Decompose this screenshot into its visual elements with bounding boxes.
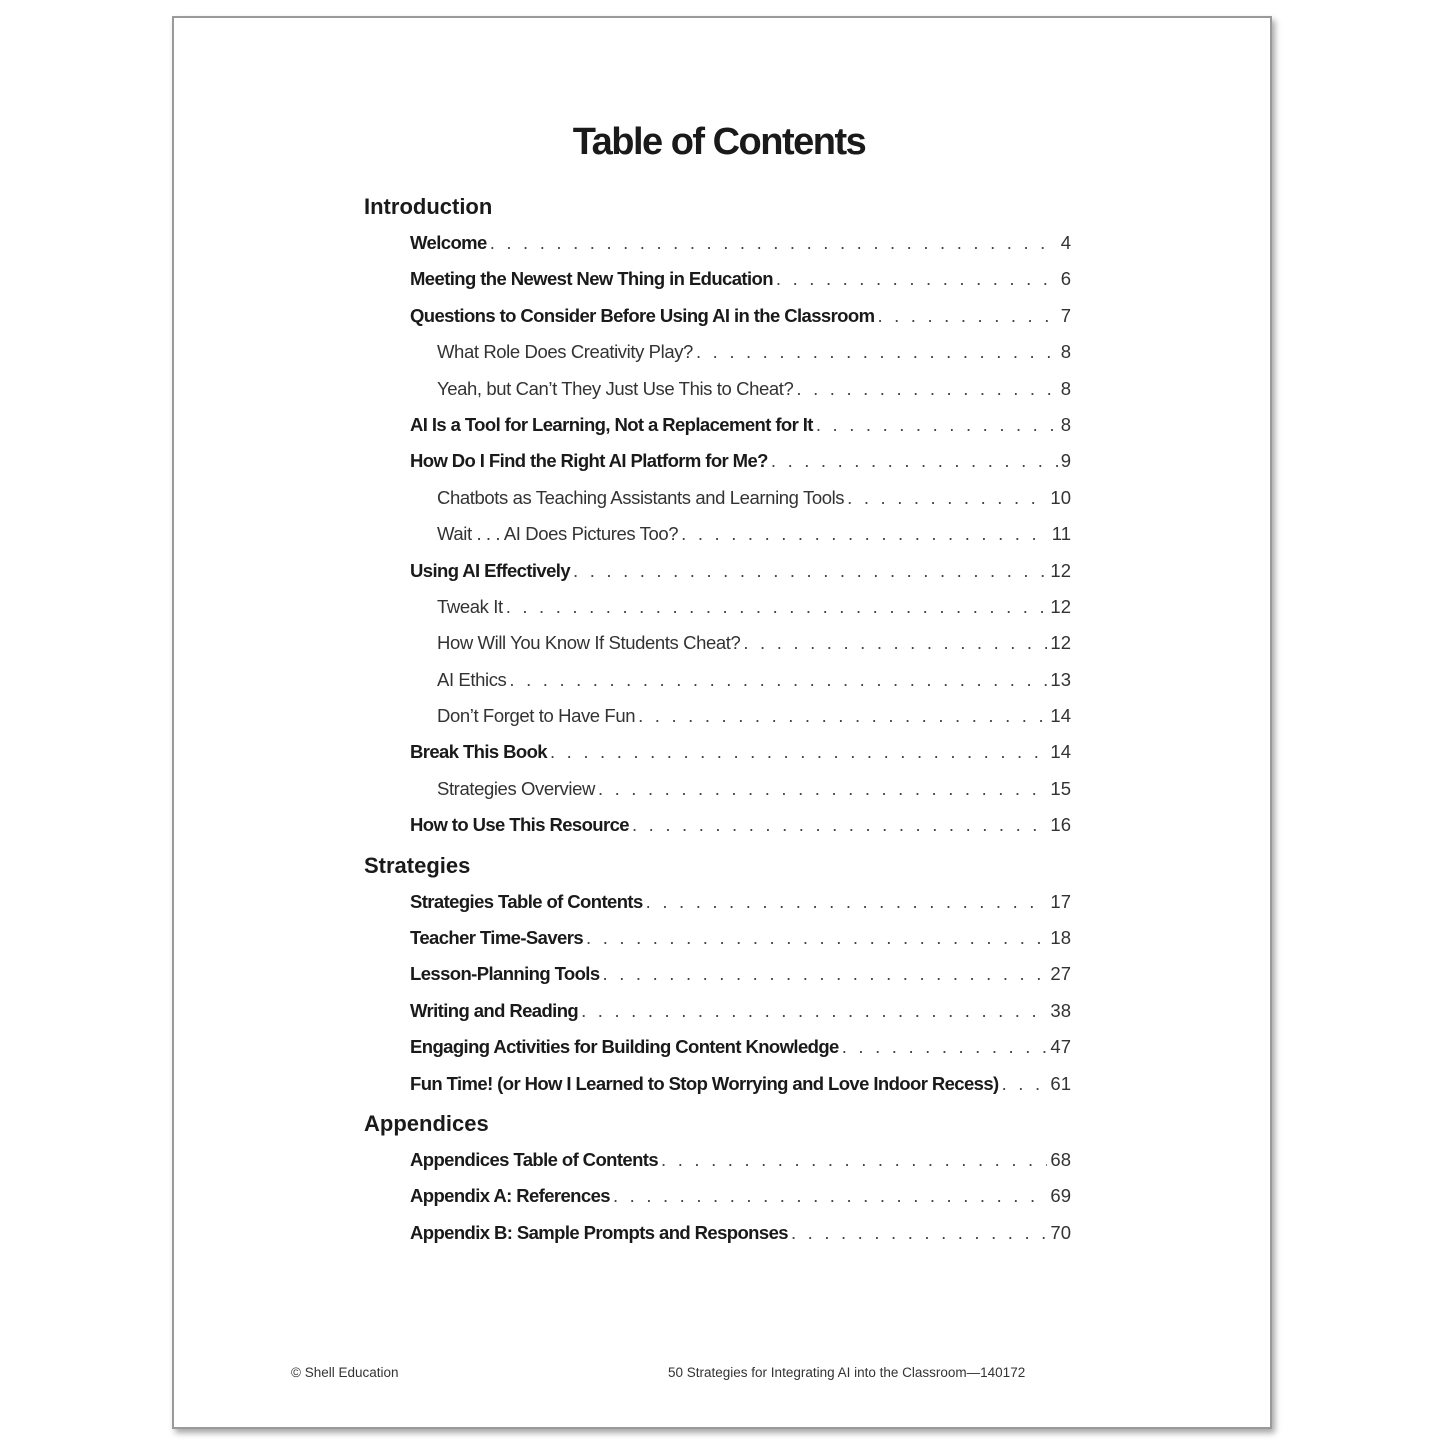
dot-leader (603, 956, 1048, 992)
toc-entry (437, 698, 1071, 734)
toc-entry-page-number: 15 (1050, 777, 1071, 799)
toc-entry-label: Strategies Overview (437, 777, 595, 799)
dot-leader (506, 589, 1048, 625)
toc-entry-label: Tweak It (437, 595, 503, 617)
toc-entry (410, 734, 1071, 770)
toc-entry-page-number: 10 (1050, 486, 1071, 508)
toc-entry-page-number: 4 (1060, 232, 1071, 253)
dot-leader (842, 1029, 1048, 1065)
toc-entry-label: Don’t Forget to Have Fun (437, 705, 636, 727)
dot-leader (509, 662, 1047, 698)
dot-leader (681, 516, 1049, 552)
toc-entry (410, 1142, 1071, 1178)
dot-leader (646, 884, 1048, 920)
toc-entry (437, 516, 1071, 552)
dot-leader (581, 993, 1047, 1029)
toc-entry-label: Engaging Activities for Building Content Knowledge (410, 1036, 839, 1058)
toc-entry-page-number: 27 (1050, 963, 1071, 985)
toc-entry-label: Meeting the Newest New Thing in Education (410, 268, 773, 290)
dot-leader (791, 1215, 1047, 1251)
toc-entry (410, 807, 1071, 843)
toc-entry (437, 371, 1071, 407)
dot-leader (743, 625, 1047, 661)
toc-entry (437, 662, 1071, 698)
toc-entry-label: Using AI Effectively (410, 559, 571, 581)
dot-leader (1002, 1066, 1048, 1102)
document-page (172, 16, 1272, 1429)
toc-entry-page-number: 7 (1060, 304, 1071, 326)
toc-entry-label: Writing and Reading (410, 999, 579, 1021)
toc-entry (410, 407, 1071, 443)
dot-leader (490, 225, 1058, 261)
dot-leader (847, 480, 1047, 516)
toc-entry-page-number: 13 (1050, 668, 1071, 690)
toc-entry (437, 589, 1071, 625)
toc-section (364, 1106, 1071, 1251)
dot-leader (696, 334, 1058, 370)
toc-entry-label: Fun Time! (or How I Learned to Stop Worrying and Love Indoor Recess) (410, 1072, 999, 1094)
toc-entry (410, 1215, 1071, 1251)
section-heading: Appendices (364, 1110, 489, 1136)
toc-entry-page-number: 9 (1060, 450, 1071, 472)
toc-entry (410, 298, 1071, 334)
toc-entry-page-number: 38 (1050, 999, 1071, 1021)
toc-entry (437, 625, 1071, 661)
toc-entry-page-number: 14 (1050, 705, 1071, 727)
dot-leader (776, 261, 1058, 297)
toc-entry-label: Yeah, but Can’t They Just Use This to Cheat? (437, 377, 794, 399)
dot-leader (598, 771, 1047, 807)
dot-leader (573, 553, 1047, 589)
toc-entry-page-number: 69 (1050, 1185, 1071, 1207)
toc-entry-page-number: 8 (1060, 377, 1071, 399)
toc-entry-label: Appendix B: Sample Prompts and Responses (410, 1221, 788, 1243)
toc-entry-label: Questions to Consider Before Using AI in the Classroom (410, 304, 875, 326)
toc-entry-label: AI Ethics (437, 668, 507, 690)
dot-leader (638, 698, 1047, 734)
toc-entry-label: Chatbots as Teaching Assistants and Learning Tools (437, 486, 845, 508)
toc-entry (410, 225, 1071, 261)
toc-entry-page-number: 6 (1060, 268, 1071, 290)
toc-entry (410, 553, 1071, 589)
dot-leader (816, 407, 1058, 443)
toc-entry (437, 334, 1071, 370)
dot-leader (796, 371, 1057, 407)
toc-entry (410, 920, 1071, 956)
toc-entry (410, 1029, 1071, 1065)
section-heading: Strategies (364, 852, 471, 878)
dot-leader (877, 298, 1057, 334)
toc-section (364, 848, 1071, 1102)
section-heading: Introduction (364, 194, 493, 219)
toc-entry-page-number: 12 (1050, 632, 1071, 654)
toc-entry-page-number: 11 (1051, 523, 1071, 545)
toc-entry-page-number: 12 (1050, 595, 1071, 617)
toc-entry-page-number: 16 (1050, 814, 1071, 836)
toc-entry-page-number: 12 (1050, 559, 1071, 581)
toc-entry-label: Welcome (410, 232, 487, 253)
toc-entry-page-number: 47 (1050, 1036, 1071, 1058)
toc-entry-label: Wait . . . AI Does Pictures Too? (437, 523, 679, 545)
toc-entry-page-number: 17 (1050, 890, 1071, 912)
page-title: Table of Contents (572, 121, 866, 163)
dot-leader (613, 1178, 1047, 1214)
dot-leader (632, 807, 1047, 843)
toc-entry (410, 443, 1071, 479)
dot-leader (771, 443, 1058, 479)
toc-entry-label: What Role Does Creativity Play? (437, 341, 693, 363)
toc-entry-page-number: 8 (1060, 341, 1071, 363)
toc-entry (410, 956, 1071, 992)
toc-entry (437, 771, 1071, 807)
toc-entry-page-number: 18 (1050, 927, 1071, 949)
toc-entry-page-number: 14 (1050, 741, 1071, 763)
toc-entry-label: Appendices Table of Contents (410, 1148, 659, 1170)
toc-entry-label: Lesson-Planning Tools (410, 963, 600, 985)
dot-leader (586, 920, 1047, 956)
footer-book-title: 50 Strategies for Integrating AI into the Classroom—140172 (668, 1365, 1026, 1380)
toc-entry-label: How Will You Know If Students Cheat? (437, 632, 741, 654)
toc-entry (437, 480, 1071, 516)
toc-entry (410, 884, 1071, 920)
toc-entry-label: How to Use This Resource (410, 814, 629, 836)
toc-entry-label: Appendix A: References (410, 1185, 610, 1207)
toc-entry-label: How Do I Find the Right AI Platform for Me? (410, 450, 768, 472)
toc-section (364, 189, 1071, 844)
toc-entry-label: Strategies Table of Contents (410, 890, 643, 912)
dot-leader (661, 1142, 1047, 1178)
toc-entry (410, 993, 1071, 1029)
toc-entry (410, 261, 1071, 297)
table-of-contents (364, 185, 1071, 1253)
toc-entry-page-number: 61 (1050, 1072, 1071, 1094)
toc-entry-page-number: 8 (1060, 413, 1071, 435)
toc-entry-page-number: 70 (1050, 1221, 1071, 1243)
footer-copyright: © Shell Education (291, 1365, 399, 1380)
toc-entry-page-number: 68 (1050, 1148, 1071, 1170)
toc-entry-label: Break This Book (410, 741, 547, 763)
toc-entry-label: Teacher Time-Savers (410, 927, 584, 949)
toc-entry (410, 1066, 1071, 1102)
toc-entry-label: AI Is a Tool for Learning, Not a Replacement for It (410, 413, 813, 435)
toc-entry (410, 1178, 1071, 1214)
dot-leader (550, 734, 1047, 770)
